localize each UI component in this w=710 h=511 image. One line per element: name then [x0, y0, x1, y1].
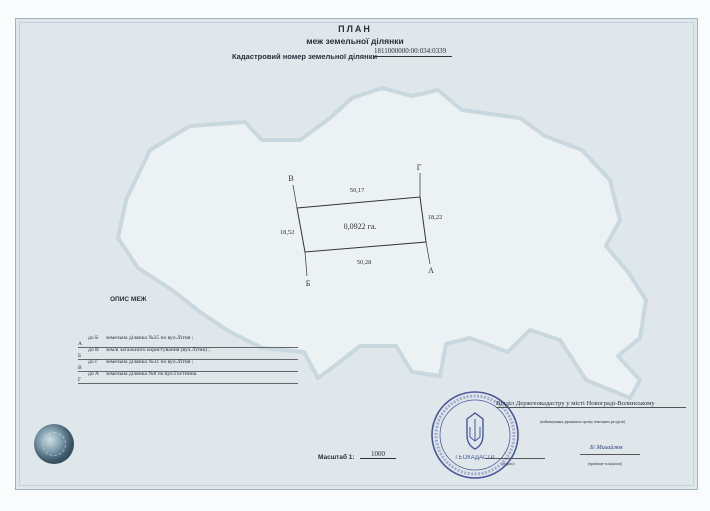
signatory-name-caption: (прізвище та ініціали)	[588, 462, 622, 466]
boundary-from: Г	[78, 377, 82, 383]
vertex-a-label: А	[428, 266, 434, 275]
signatory-name-line	[580, 454, 640, 455]
boundary-description: землі загального користування (вул.Літня) ;	[106, 347, 210, 353]
boundary-to: до В	[88, 347, 99, 353]
vertex-g-label: Г	[416, 163, 422, 172]
issuing-office: Відділ Держгеокадастру у місті Новограді-Волинському	[496, 400, 686, 408]
vertex-v-leader	[293, 185, 297, 208]
boundary-description: земельна ділянка №31 по вул.Літня ;	[106, 359, 194, 365]
boundary-from: Б	[78, 353, 82, 359]
side-top-length: 50,17	[349, 187, 365, 194]
scale-value: 1000	[360, 450, 396, 459]
boundary-row	[78, 372, 298, 384]
boundary-from: А	[78, 341, 83, 347]
vertex-b-leader	[305, 252, 307, 276]
plot-area: 0,0922 га.	[343, 222, 377, 231]
stamp-label: ГЕОКАДАСТР	[455, 455, 495, 461]
boundary-description: земельна ділянка №8 по вул.Гостинна.	[106, 371, 198, 377]
vertex-b-label: Б	[305, 279, 311, 288]
document-title: ПЛАН	[338, 24, 372, 34]
signature-caption: (підпис)	[502, 462, 515, 466]
cadastral-number: 1811000000:00:034:0339	[374, 47, 452, 57]
issuing-office-caption: (найменування державного органу земельних ресурсів)	[540, 420, 625, 424]
signatory-name: Б/.Михайлюк	[590, 445, 623, 451]
hologram-sticker	[34, 424, 74, 464]
vertex-a-leader	[426, 242, 430, 264]
cadastral-label: Кадастровий номер земельної ділянки	[232, 52, 378, 61]
side-left-length: 18,52	[279, 229, 295, 236]
scale-label: Масштаб 1:	[318, 454, 355, 461]
boundary-to: до А	[88, 371, 100, 377]
document-subtitle: меж земельної ділянки	[306, 36, 404, 46]
vertex-v-label: В	[288, 174, 294, 183]
boundary-to: до Г	[88, 359, 99, 365]
boundary-description: земельна ділянка №35 по вул.Літня ;	[106, 335, 194, 341]
boundary-from: В	[78, 365, 82, 371]
signature-line	[485, 458, 545, 459]
side-bottom-length: 50,28	[356, 259, 372, 266]
side-right-length: 18,22	[427, 214, 443, 221]
boundaries-heading: ОПИС МЕЖ	[110, 296, 147, 303]
boundary-to: до Б	[88, 335, 99, 341]
